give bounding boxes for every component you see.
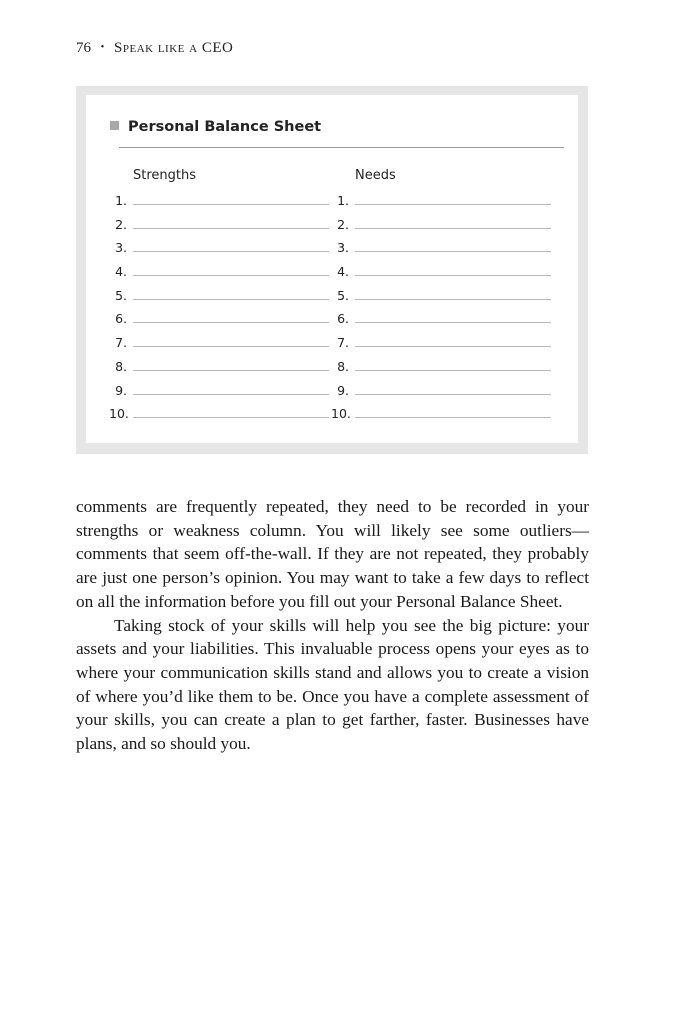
item-number: 5. bbox=[115, 287, 127, 303]
write-in-line bbox=[133, 322, 329, 323]
item-number: 8. bbox=[115, 358, 127, 374]
write-in-line bbox=[355, 228, 551, 229]
write-in-line bbox=[355, 322, 551, 323]
item-number: 5. bbox=[337, 287, 349, 303]
balance-sheet-panel bbox=[86, 95, 578, 443]
write-in-line bbox=[133, 275, 329, 276]
item-number: 10. bbox=[331, 406, 351, 422]
write-in-line bbox=[355, 275, 551, 276]
paragraph: comments are frequently repeated, they need to be recorded in your strengths or weakness column. You will likely see some outliers—comments that seem off-the-wall. If they are not repeated, they probably are just one person’s opinion. You may want to take a few days to reflect on all the information before you fill out your Personal Balance Sheet. bbox=[76, 497, 589, 611]
item-number: 9. bbox=[337, 382, 349, 398]
item-number: 4. bbox=[337, 264, 349, 280]
item-number: 7. bbox=[115, 335, 127, 351]
balance-sheet-box bbox=[76, 86, 588, 454]
item-number: 8. bbox=[337, 358, 349, 374]
write-in-line bbox=[355, 394, 551, 395]
write-in-line bbox=[355, 370, 551, 371]
strengths-heading: Strengths bbox=[133, 168, 197, 183]
item-number: 10. bbox=[109, 406, 129, 422]
square-bullet-icon bbox=[110, 121, 119, 130]
write-in-line bbox=[133, 346, 329, 347]
needs-heading: Needs bbox=[355, 168, 396, 183]
book-title: Speak like a CEO bbox=[114, 40, 234, 56]
write-in-line bbox=[133, 299, 329, 300]
balance-sheet-title: Personal Balance Sheet bbox=[128, 119, 322, 135]
item-number: 2. bbox=[337, 216, 349, 232]
page-number: 76 bbox=[76, 40, 91, 56]
paragraph: Taking stock of your skills will help you see the big picture: your assets and your liabilities. This invaluable process opens your eyes as to where your communication skills stand and allows you to create a vision of where you’d like them to be. Once you have a complete assessment of your skills, you can create a plan to get farther, faster. Businesses have plans, and so should you. bbox=[76, 615, 589, 754]
item-number: 3. bbox=[115, 240, 127, 256]
item-number: 3. bbox=[337, 240, 349, 256]
item-number: 1. bbox=[115, 193, 127, 208]
write-in-line bbox=[133, 204, 329, 205]
write-in-line bbox=[355, 417, 551, 418]
write-in-line bbox=[355, 251, 551, 252]
item-number: 6. bbox=[115, 311, 127, 327]
write-in-line bbox=[355, 299, 551, 300]
item-number: 4. bbox=[115, 264, 127, 280]
heading-rule bbox=[119, 147, 564, 148]
item-number: 6. bbox=[337, 311, 349, 327]
body-text bbox=[76, 495, 589, 756]
write-in-line bbox=[133, 228, 329, 229]
item-number: 2. bbox=[115, 216, 127, 232]
write-in-line bbox=[355, 346, 551, 347]
item-number: 7. bbox=[337, 335, 349, 351]
write-in-line bbox=[355, 204, 551, 205]
write-in-line bbox=[133, 370, 329, 371]
item-number: 1. bbox=[337, 193, 349, 208]
write-in-line bbox=[133, 417, 329, 418]
balance-sheet-heading bbox=[110, 119, 321, 135]
write-in-line bbox=[133, 251, 329, 252]
write-in-line bbox=[133, 394, 329, 395]
running-header bbox=[76, 40, 233, 57]
header-separator: • bbox=[100, 42, 105, 53]
item-number: 9. bbox=[115, 382, 127, 398]
